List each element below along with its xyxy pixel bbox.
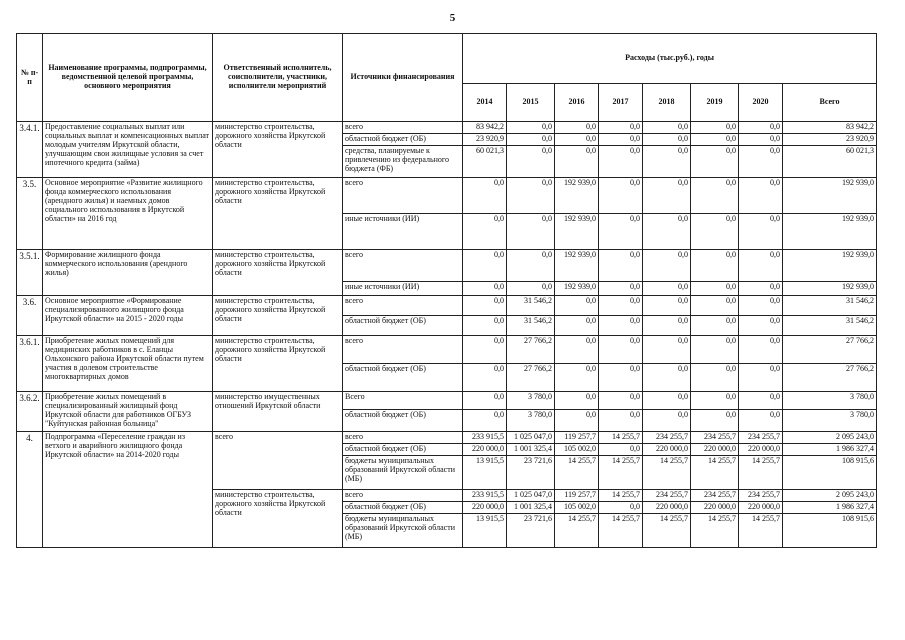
row-code: 3.6. — [17, 295, 43, 335]
value-cell: 0,0 — [739, 391, 783, 409]
row-executor: министерство строительства, дорожного хозяйства Иркутской области — [213, 335, 343, 391]
row-executor: министерство строительства, дорожного хозяйства Иркутской области — [213, 177, 343, 249]
value-cell: 0,0 — [643, 409, 691, 431]
value-cell: 233 915,5 — [463, 431, 507, 443]
row-name: Подпрограмма «Переселение граждан из ветхого и аварийного жилищного фонда Иркутской области» на 2014-2020 годы — [43, 431, 213, 547]
value-cell: 27 766,2 — [783, 363, 877, 391]
value-cell: 0,0 — [463, 409, 507, 431]
header-year: 2019 — [691, 84, 739, 122]
value-cell: 0,0 — [463, 363, 507, 391]
value-cell: 27 766,2 — [507, 335, 555, 363]
value-cell: 0,0 — [691, 409, 739, 431]
value-cell: 0,0 — [643, 122, 691, 134]
value-cell: 220 000,0 — [463, 443, 507, 455]
value-cell: 60 021,3 — [783, 145, 877, 177]
row-name: Приобретение жилых помещений в специализированный жилищный фонд Иркутской области для работников ОГБУЗ "Куйтунская районная больница" — [43, 391, 213, 431]
value-cell: 1 025 047,0 — [507, 489, 555, 501]
source-cell: областной бюджет (ОБ) — [343, 363, 463, 391]
value-cell: 0,0 — [555, 391, 599, 409]
value-cell: 13 915,5 — [463, 455, 507, 489]
source-cell: областной бюджет (ОБ) — [343, 315, 463, 335]
value-cell: 0,0 — [599, 335, 643, 363]
row-code: 3.5.1. — [17, 249, 43, 295]
value-cell: 0,0 — [463, 281, 507, 295]
value-cell: 0,0 — [463, 177, 507, 213]
value-cell: 14 255,7 — [599, 489, 643, 501]
row-executor: министерство имущественных отношений Иркутской области — [213, 391, 343, 431]
value-cell: 0,0 — [691, 122, 739, 134]
value-cell: 1 025 047,0 — [507, 431, 555, 443]
source-cell: областной бюджет (ОБ) — [343, 133, 463, 145]
table-row — [17, 177, 877, 213]
value-cell: 0,0 — [691, 315, 739, 335]
value-cell: 108 915,6 — [783, 513, 877, 547]
value-cell: 0,0 — [643, 363, 691, 391]
source-cell: областной бюджет (ОБ) — [343, 409, 463, 431]
value-cell: 23 920,9 — [783, 133, 877, 145]
value-cell: 0,0 — [599, 145, 643, 177]
value-cell: 0,0 — [555, 122, 599, 134]
source-cell: всего — [343, 335, 463, 363]
row-name: Формирование жилищного фонда коммерческого использования (арендного жилья) — [43, 249, 213, 295]
value-cell: 27 766,2 — [783, 335, 877, 363]
value-cell: 14 255,7 — [599, 455, 643, 489]
header-source: Источники финансирования — [343, 34, 463, 122]
value-cell: 14 255,7 — [555, 513, 599, 547]
header-num: № п-п — [17, 34, 43, 122]
value-cell: 220 000,0 — [463, 501, 507, 513]
value-cell: 234 255,7 — [739, 489, 783, 501]
value-cell: 220 000,0 — [643, 501, 691, 513]
table-row — [17, 295, 877, 315]
header-executor: Ответственный исполнитель, соисполнители, участники, исполнители мероприятий — [213, 34, 343, 122]
value-cell: 0,0 — [643, 249, 691, 281]
value-cell: 220 000,0 — [739, 443, 783, 455]
value-cell: 14 255,7 — [691, 455, 739, 489]
value-cell: 1 986 327,4 — [783, 501, 877, 513]
value-cell: 0,0 — [599, 363, 643, 391]
value-cell: 119 257,7 — [555, 489, 599, 501]
value-cell: 0,0 — [739, 315, 783, 335]
value-cell: 0,0 — [643, 335, 691, 363]
value-cell: 14 255,7 — [643, 513, 691, 547]
value-cell: 0,0 — [555, 335, 599, 363]
value-cell: 3 780,0 — [783, 409, 877, 431]
value-cell: 0,0 — [691, 281, 739, 295]
row-name: Основное мероприятие «Развитие жилищного фонда коммерческого использования (арендного жилья) и наемных домов социального использования в Иркутской области» на 2016 год — [43, 177, 213, 249]
row-code: 4. — [17, 431, 43, 547]
row-executor: министерство строительства, дорожного хозяйства Иркутской области — [213, 249, 343, 295]
value-cell: 1 001 325,4 — [507, 501, 555, 513]
value-cell: 192 939,0 — [555, 177, 599, 213]
value-cell: 0,0 — [739, 133, 783, 145]
value-cell: 0,0 — [643, 145, 691, 177]
value-cell: 220 000,0 — [691, 443, 739, 455]
value-cell: 0,0 — [599, 409, 643, 431]
value-cell: 0,0 — [643, 177, 691, 213]
value-cell: 14 255,7 — [739, 513, 783, 547]
row-executor: всего — [213, 431, 343, 489]
value-cell: 234 255,7 — [691, 489, 739, 501]
source-cell: иные источники (ИИ) — [343, 213, 463, 249]
value-cell: 192 939,0 — [783, 177, 877, 213]
value-cell: 192 939,0 — [555, 249, 599, 281]
value-cell: 0,0 — [507, 145, 555, 177]
value-cell: 0,0 — [739, 281, 783, 295]
value-cell: 0,0 — [739, 122, 783, 134]
value-cell: 31 546,2 — [507, 315, 555, 335]
value-cell: 0,0 — [507, 122, 555, 134]
source-cell: областной бюджет (ОБ) — [343, 501, 463, 513]
value-cell: 0,0 — [691, 133, 739, 145]
value-cell: 1 986 327,4 — [783, 443, 877, 455]
value-cell: 0,0 — [463, 213, 507, 249]
source-cell: всего — [343, 177, 463, 213]
value-cell: 14 255,7 — [643, 455, 691, 489]
value-cell: 105 002,0 — [555, 443, 599, 455]
value-cell: 31 546,2 — [783, 295, 877, 315]
value-cell: 108 915,6 — [783, 455, 877, 489]
value-cell: 0,0 — [599, 295, 643, 315]
row-executor: министерство строительства, дорожного хозяйства Иркутской области — [213, 295, 343, 335]
header-year: 2018 — [643, 84, 691, 122]
value-cell: 192 939,0 — [783, 281, 877, 295]
value-cell: 233 915,5 — [463, 489, 507, 501]
value-cell: 3 780,0 — [783, 391, 877, 409]
value-cell: 0,0 — [691, 363, 739, 391]
source-cell: всего — [343, 489, 463, 501]
value-cell: 0,0 — [507, 281, 555, 295]
value-cell: 0,0 — [555, 315, 599, 335]
value-cell: 0,0 — [555, 145, 599, 177]
row-code: 3.6.2. — [17, 391, 43, 431]
value-cell: 0,0 — [739, 363, 783, 391]
value-cell: 0,0 — [739, 249, 783, 281]
header-year: 2014 — [463, 84, 507, 122]
source-cell: всего — [343, 295, 463, 315]
value-cell: 0,0 — [643, 133, 691, 145]
value-cell: 83 942,2 — [463, 122, 507, 134]
value-cell: 0,0 — [691, 295, 739, 315]
value-cell: 0,0 — [507, 213, 555, 249]
value-cell: 0,0 — [599, 501, 643, 513]
table-row — [17, 335, 877, 363]
value-cell: 3 780,0 — [507, 409, 555, 431]
value-cell: 0,0 — [739, 409, 783, 431]
value-cell: 0,0 — [643, 281, 691, 295]
value-cell: 83 942,2 — [783, 122, 877, 134]
value-cell: 0,0 — [691, 213, 739, 249]
header-year: 2020 — [739, 84, 783, 122]
value-cell: 31 546,2 — [507, 295, 555, 315]
source-cell: областной бюджет (ОБ) — [343, 443, 463, 455]
value-cell: 0,0 — [739, 295, 783, 315]
source-cell: средства, планируемые к привлечению из федерального бюджета (ФБ) — [343, 145, 463, 177]
row-name: Предоставление социальных выплат или социальных выплат и компенсационных выплат молодым учителям Иркутской области, улучшающим свои жилищные условия за счет ипотечного кредита (займа) — [43, 122, 213, 178]
value-cell: 0,0 — [643, 295, 691, 315]
value-cell: 0,0 — [739, 335, 783, 363]
value-cell: 0,0 — [739, 213, 783, 249]
value-cell: 0,0 — [643, 315, 691, 335]
value-cell: 0,0 — [691, 145, 739, 177]
value-cell: 13 915,5 — [463, 513, 507, 547]
source-cell: иные источники (ИИ) — [343, 281, 463, 295]
value-cell: 14 255,7 — [691, 513, 739, 547]
value-cell: 0,0 — [507, 249, 555, 281]
value-cell: 0,0 — [599, 213, 643, 249]
value-cell: 192 939,0 — [555, 213, 599, 249]
page-number: 5 — [449, 12, 456, 24]
value-cell: 0,0 — [555, 133, 599, 145]
source-cell: всего — [343, 249, 463, 281]
value-cell: 23 920,9 — [463, 133, 507, 145]
value-cell: 0,0 — [555, 363, 599, 391]
value-cell: 0,0 — [691, 249, 739, 281]
value-cell: 0,0 — [599, 249, 643, 281]
value-cell: 0,0 — [463, 335, 507, 363]
value-cell: 0,0 — [599, 315, 643, 335]
value-cell: 0,0 — [643, 391, 691, 409]
source-cell: бюджеты муниципальных образований Иркутской области (МБ) — [343, 455, 463, 489]
value-cell: 192 939,0 — [555, 281, 599, 295]
value-cell: 0,0 — [555, 295, 599, 315]
value-cell: 0,0 — [599, 177, 643, 213]
source-cell: всего — [343, 122, 463, 134]
value-cell: 0,0 — [599, 281, 643, 295]
value-cell: 3 780,0 — [507, 391, 555, 409]
header-expenses: Расходы (тыс.руб.), годы — [463, 34, 877, 84]
value-cell: 0,0 — [463, 391, 507, 409]
row-code: 3.4.1. — [17, 122, 43, 178]
value-cell: 119 257,7 — [555, 431, 599, 443]
value-cell: 234 255,7 — [691, 431, 739, 443]
value-cell: 234 255,7 — [643, 489, 691, 501]
value-cell: 0,0 — [463, 249, 507, 281]
value-cell: 0,0 — [739, 145, 783, 177]
value-cell: 0,0 — [691, 391, 739, 409]
value-cell: 14 255,7 — [555, 455, 599, 489]
value-cell: 14 255,7 — [599, 513, 643, 547]
header-year: Всего — [783, 84, 877, 122]
table-row — [17, 391, 877, 409]
value-cell: 220 000,0 — [643, 443, 691, 455]
value-cell: 23 721,6 — [507, 455, 555, 489]
value-cell: 220 000,0 — [691, 501, 739, 513]
value-cell: 105 002,0 — [555, 501, 599, 513]
row-executor: министерство строительства, дорожного хозяйства Иркутской области — [213, 122, 343, 178]
value-cell: 0,0 — [739, 177, 783, 213]
value-cell: 0,0 — [643, 213, 691, 249]
value-cell: 220 000,0 — [739, 501, 783, 513]
value-cell: 14 255,7 — [599, 431, 643, 443]
value-cell: 0,0 — [599, 391, 643, 409]
value-cell: 27 766,2 — [507, 363, 555, 391]
value-cell: 0,0 — [599, 443, 643, 455]
value-cell: 23 721,6 — [507, 513, 555, 547]
value-cell: 0,0 — [463, 295, 507, 315]
value-cell: 0,0 — [555, 409, 599, 431]
value-cell: 0,0 — [507, 133, 555, 145]
header-name: Наименование программы, подпрограммы, ведомственной целевой программы, основного мероприятия — [43, 34, 213, 122]
value-cell: 2 095 243,0 — [783, 431, 877, 443]
expenses-table — [16, 33, 877, 548]
table-row — [17, 431, 877, 443]
value-cell: 234 255,7 — [643, 431, 691, 443]
table-row — [17, 249, 877, 281]
row-executor: министерство строительства, дорожного хозяйства Иркутской области — [213, 489, 343, 547]
value-cell: 1 001 325,4 — [507, 443, 555, 455]
source-cell: всего — [343, 431, 463, 443]
header-year: 2017 — [599, 84, 643, 122]
header-year: 2016 — [555, 84, 599, 122]
value-cell: 2 095 243,0 — [783, 489, 877, 501]
table-row — [17, 122, 877, 134]
value-cell: 31 546,2 — [783, 315, 877, 335]
header-year: 2015 — [507, 84, 555, 122]
value-cell: 0,0 — [463, 315, 507, 335]
value-cell: 60 021,3 — [463, 145, 507, 177]
value-cell: 14 255,7 — [739, 455, 783, 489]
value-cell: 234 255,7 — [739, 431, 783, 443]
row-name: Приобретение жилых помещений для медицинских работников в с. Еланцы Ольхонского района Иркутской области путем участия в долевом строительстве многоквартирных домов — [43, 335, 213, 391]
value-cell: 192 939,0 — [783, 249, 877, 281]
value-cell: 0,0 — [599, 133, 643, 145]
value-cell: 0,0 — [599, 122, 643, 134]
value-cell: 0,0 — [691, 177, 739, 213]
row-code: 3.5. — [17, 177, 43, 249]
value-cell: 192 939,0 — [783, 213, 877, 249]
value-cell: 0,0 — [691, 335, 739, 363]
source-cell: Всего — [343, 391, 463, 409]
value-cell: 0,0 — [507, 177, 555, 213]
source-cell: бюджеты муниципальных образований Иркутской области (МБ) — [343, 513, 463, 547]
row-name: Основное мероприятие «Формирование специализированного жилищного фонда Иркутской области» на 2015 - 2020 годы — [43, 295, 213, 335]
row-code: 3.6.1. — [17, 335, 43, 391]
